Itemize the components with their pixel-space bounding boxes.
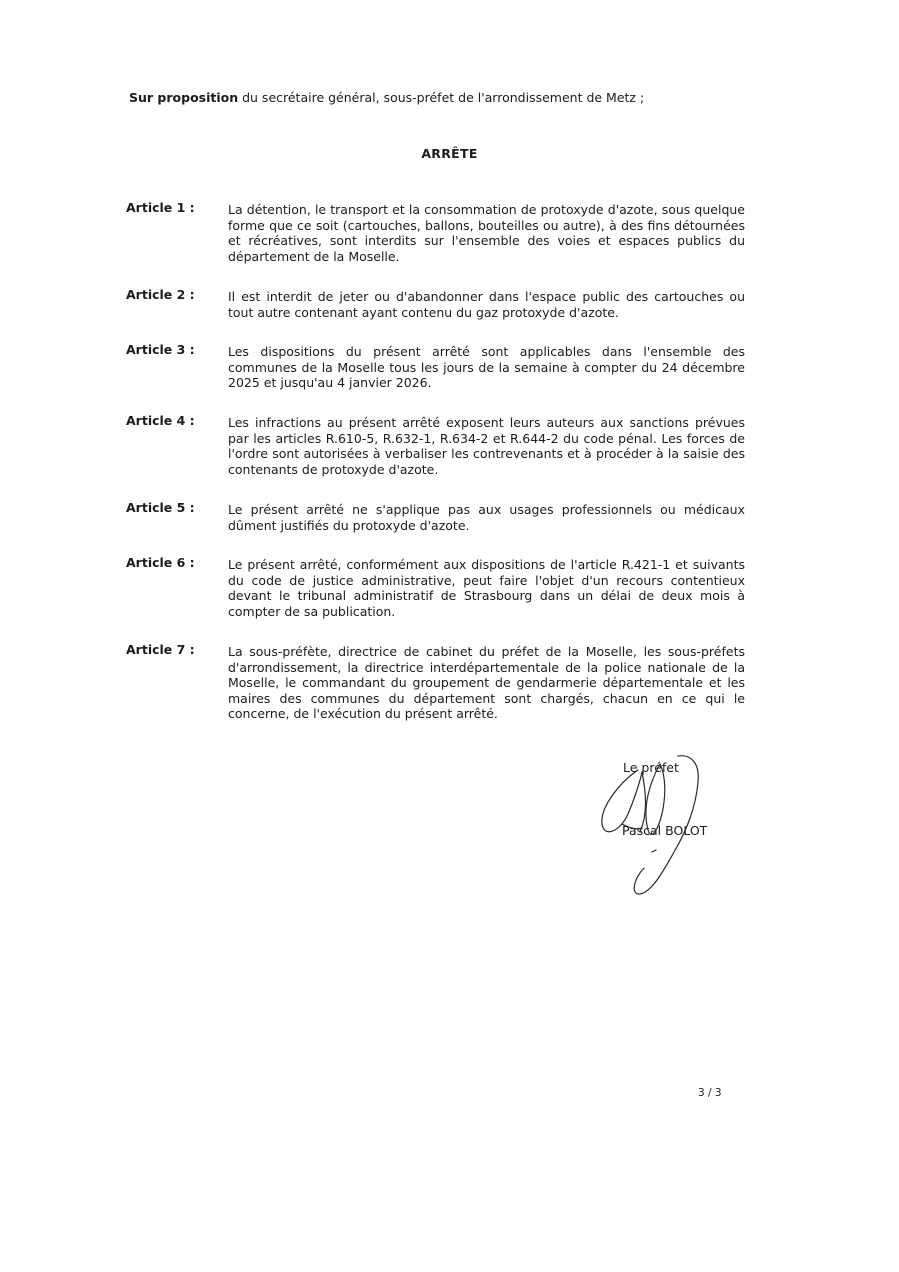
article-label: Article 2 :: [126, 287, 195, 302]
article-label: Article 3 :: [126, 342, 195, 357]
article-text: Le présent arrêté ne s'applique pas aux usages professionnels ou médicaux dûment justifiés du protoxyde d'azote.: [228, 502, 745, 533]
intro-paragraph: [129, 89, 769, 107]
article-text: La sous-préfète, directrice de cabinet du préfet de la Moselle, les sous-préfets d'arrondissement, la directrice interdépartementale de la police nationale de la Moselle, le commandant du groupement de gendarmerie départementale et les maires des communes du département sont chargés, chacun en ce qui le concerne, de l'exécution du présent arrêté.: [228, 644, 745, 722]
article-text: Il est interdit de jeter ou d'abandonner dans l'espace public des cartouches ou tout autre contenant ayant contenu du gaz protoxyde d'azote.: [228, 289, 745, 320]
article-label: Article 5 :: [126, 500, 195, 515]
article-text: La détention, le transport et la consommation de protoxyde d'azote, sous quelque forme que ce soit (cartouches, ballons, bouteilles ou autre), à des fins détournées et récréatives, sont interdits sur l'ensemble des voies et espaces publics du département de la Moselle.: [228, 202, 745, 264]
article-text: Le présent arrêté, conformément aux dispositions de l'article R.421-1 et suivants du code de justice administrative, peut faire l'objet d'un recours contentieux devant le tribunal administratif de Strasbourg dans un délai de deux mois à compter de sa publication.: [228, 557, 745, 619]
signatory-title: Le préfet: [623, 760, 679, 775]
article-label: Article 1 :: [126, 200, 195, 215]
page-number: 3 / 3: [698, 1087, 722, 1099]
article-label: Article 4 :: [126, 413, 195, 428]
article-label: Article 6 :: [126, 555, 195, 570]
decree-heading: ARRÊTE: [421, 146, 478, 161]
intro-text: du secrétaire général, sous-préfet de l'arrondissement de Metz ;: [238, 90, 645, 105]
article-text: Les infractions au présent arrêté exposent leurs auteurs aux sanctions prévues par les articles R.610-5, R.632-1, R.634-2 et R.644-2 du code pénal. Les forces de l'ordre sont autorisées à verbaliser les contrevenants et à procéder à la saisie des contenants de protoxyde d'azote.: [228, 415, 745, 477]
article-label: Article 7 :: [126, 642, 195, 657]
intro-bold: Sur proposition: [129, 90, 239, 105]
article-text: Les dispositions du présent arrêté sont applicables dans l'ensemble des communes de la Moselle tous les jours de la semaine à compter du 24 décembre 2025 et jusqu'au 4 janvier 2026.: [228, 344, 745, 391]
signatory-name: Pascal BOLOT: [622, 823, 708, 838]
signature-block: [590, 752, 750, 902]
handwritten-signature-icon: [590, 752, 750, 902]
